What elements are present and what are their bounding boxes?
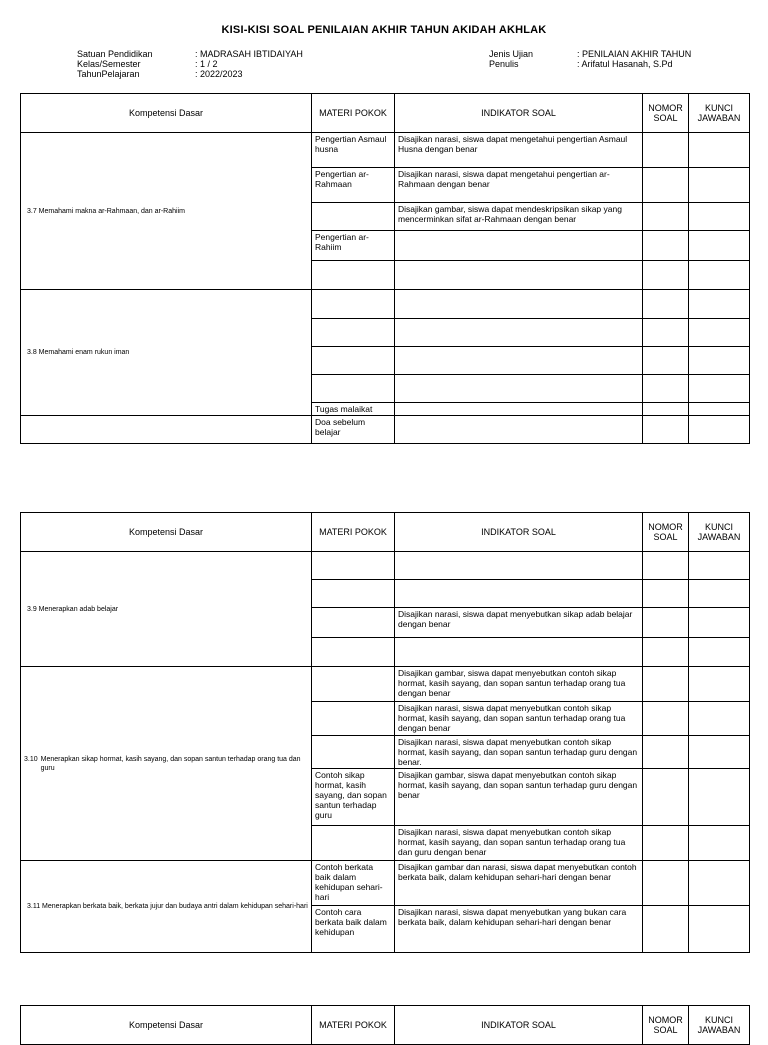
info-value: : 2022/2023 <box>195 69 243 79</box>
kunci-cell <box>689 552 750 580</box>
nomor-cell <box>643 261 689 290</box>
page-title: KISI-KISI SOAL PENILAIAN AKHIR TAHUN AKIDAH AKHLAK <box>221 24 547 36</box>
table-row <box>21 667 750 702</box>
info-key: Penulis <box>489 59 519 69</box>
indikator-cell: Disajikan gambar, siswa dapat menyebutkan contoh sikap hormat, kasih sayang, dan sopan santun terhadap orang tua dengan benar <box>395 667 643 702</box>
nomor-cell <box>643 133 689 168</box>
document-info-left <box>77 49 303 79</box>
materi-cell: Pengertian ar-Rahmaan <box>312 168 395 203</box>
materi-cell <box>312 826 395 861</box>
indikator-cell: Disajikan narasi, siswa dapat mengetahui pengertian Asmaul Husna dengan benar <box>395 133 643 168</box>
info-key: Kelas/Semester <box>77 59 141 69</box>
header-kunci-jawaban: KUNCI JAWABAN <box>689 94 750 133</box>
kompetensi-dasar-cell <box>21 667 312 861</box>
table-row <box>21 133 750 168</box>
info-key: Jenis Ujian <box>489 49 534 59</box>
materi-cell <box>312 552 395 580</box>
nomor-cell <box>643 638 689 667</box>
kunci-cell <box>689 290 750 319</box>
table-header-row <box>21 1006 750 1045</box>
materi-cell <box>312 608 395 638</box>
header-nomor-soal: NOMOR SOAL <box>643 513 689 552</box>
table-row <box>21 552 750 580</box>
info-value: : PENILAIAN AKHIR TAHUN <box>577 49 692 59</box>
indikator-cell: Disajikan narasi, siswa dapat menyebutkan yang bukan cara berkata baik, dalam kehidupan sehari-hari dengan benar <box>395 906 643 953</box>
kisi-table-2 <box>20 512 750 953</box>
header-materi-pokok: MATERI POKOK <box>312 1006 395 1045</box>
kisi-table-1 <box>20 93 750 444</box>
materi-cell: Pengertian ar-Rahiim <box>312 231 395 261</box>
nomor-cell <box>643 375 689 403</box>
info-row-satuan <box>77 49 303 59</box>
indikator-cell <box>395 580 643 608</box>
indikator-cell: Disajikan gambar dan narasi, siswa dapat menyebutkan contoh berkata baik, dalam kehidupan sehari-hari dengan benar <box>395 861 643 906</box>
kunci-cell <box>689 769 750 826</box>
header-kunci-jawaban: KUNCI JAWABAN <box>689 1006 750 1045</box>
indikator-cell: Disajikan gambar, siswa dapat mendeskripsikan sikap yang mencerminkan sifat ar-Rahmaan dengan benar <box>395 203 643 231</box>
indikator-cell: Disajikan narasi, siswa dapat menyebutkan sikap adab belajar dengan benar <box>395 608 643 638</box>
kunci-cell <box>689 319 750 347</box>
indikator-cell: Disajikan narasi, siswa dapat menyebutkan contoh sikap hormat, kasih sayang, dan sopan santun terhadap orang tua dengan benar <box>395 702 643 736</box>
materi-cell: Contoh cara berkata baik dalam kehidupan <box>312 906 395 953</box>
kompetensi-dasar-cell <box>21 416 312 444</box>
nomor-cell <box>643 203 689 231</box>
nomor-cell <box>643 769 689 826</box>
kunci-cell <box>689 667 750 702</box>
kunci-cell <box>689 702 750 736</box>
kunci-cell <box>689 261 750 290</box>
header-nomor-soal: NOMOR SOAL <box>643 94 689 133</box>
indikator-cell <box>395 231 643 261</box>
nomor-cell <box>643 861 689 906</box>
header-materi-pokok: MATERI POKOK <box>312 513 395 552</box>
kisi-table-3 <box>20 1005 750 1045</box>
nomor-cell <box>643 403 689 416</box>
nomor-cell <box>643 552 689 580</box>
info-row-kelas <box>77 59 303 69</box>
indikator-cell <box>395 290 643 319</box>
kompetensi-dasar-cell <box>21 552 312 667</box>
kunci-cell <box>689 861 750 906</box>
nomor-cell <box>643 168 689 203</box>
kunci-cell <box>689 375 750 403</box>
indikator-cell <box>395 403 643 416</box>
materi-cell <box>312 203 395 231</box>
materi-cell <box>312 375 395 403</box>
table-header-row <box>21 513 750 552</box>
indikator-cell <box>395 552 643 580</box>
kunci-cell <box>689 403 750 416</box>
kd-number: 3.10 <box>24 755 38 763</box>
nomor-cell <box>643 608 689 638</box>
kunci-cell <box>689 736 750 769</box>
kunci-cell <box>689 168 750 203</box>
kunci-cell <box>689 416 750 444</box>
indikator-cell <box>395 638 643 667</box>
indikator-cell: Disajikan gambar, siswa dapat menyebutkan contoh sikap hormat, kasih sayang, dan sopan santun terhadap guru dengan benar <box>395 769 643 826</box>
indikator-cell <box>395 375 643 403</box>
info-value: : Arifatul Hasanah, S.Pd <box>577 59 673 69</box>
materi-cell: Doa sebelum belajar <box>312 416 395 444</box>
materi-cell <box>312 319 395 347</box>
header-indikator-soal: INDIKATOR SOAL <box>395 1006 643 1045</box>
info-row-jenis-ujian <box>489 49 691 59</box>
kd-text: 3.11 Menerapkan berkata baik, berkata jujur dan budaya antri dalam kehidupan sehari-hari <box>27 903 308 910</box>
materi-cell <box>312 667 395 702</box>
indikator-cell: Disajikan narasi, siswa dapat menyebutkan contoh sikap hormat, kasih sayang, dan sopan santun terhadap guru dengan benar. <box>395 736 643 769</box>
info-value: : 1 / 2 <box>195 59 218 69</box>
materi-cell <box>312 736 395 769</box>
nomor-cell <box>643 906 689 953</box>
materi-cell <box>312 290 395 319</box>
table-row <box>21 861 750 906</box>
document-info-right <box>489 49 691 69</box>
nomor-cell <box>643 702 689 736</box>
kompetensi-dasar-cell <box>21 861 312 953</box>
kunci-cell <box>689 826 750 861</box>
header-nomor-soal: NOMOR SOAL <box>643 1006 689 1045</box>
kunci-cell <box>689 906 750 953</box>
header-kompetensi-dasar: Kompetensi Dasar <box>21 1006 312 1045</box>
kunci-cell <box>689 231 750 261</box>
info-row-penulis <box>489 59 691 69</box>
materi-cell <box>312 261 395 290</box>
table-header-row <box>21 94 750 133</box>
kompetensi-dasar-cell <box>21 290 312 416</box>
header-indikator-soal: INDIKATOR SOAL <box>395 513 643 552</box>
header-materi-pokok: MATERI POKOK <box>312 94 395 133</box>
kd-text: 3.9 Menerapkan adab belajar <box>27 605 119 613</box>
materi-cell: Contoh berkata baik dalam kehidupan sehari-hari <box>312 861 395 906</box>
nomor-cell <box>643 416 689 444</box>
nomor-cell <box>643 736 689 769</box>
header-kunci-jawaban: KUNCI JAWABAN <box>689 513 750 552</box>
info-key: Satuan Pendidikan <box>77 49 153 59</box>
nomor-cell <box>643 319 689 347</box>
indikator-cell <box>395 261 643 290</box>
indikator-cell: Disajikan narasi, siswa dapat menyebutkan contoh sikap hormat, kasih sayang, dan sopan santun terhadap orang tua dan guru dengan benar <box>395 826 643 861</box>
kd-text: Menerapkan sikap hormat, kasih sayang, dan sopan santun terhadap orang tua dan guru <box>40 755 301 772</box>
nomor-cell <box>643 347 689 375</box>
header-indikator-soal: INDIKATOR SOAL <box>395 94 643 133</box>
kd-text: 3.8 Memahami enam rukun iman <box>27 349 130 356</box>
nomor-cell <box>643 290 689 319</box>
materi-cell: Pengertian Asmaul husna <box>312 133 395 168</box>
materi-cell <box>312 702 395 736</box>
materi-cell <box>312 638 395 667</box>
header-kompetensi-dasar: Kompetensi Dasar <box>21 94 312 133</box>
materi-cell: Contoh sikap hormat, kasih sayang, dan sopan santun terhadap guru <box>312 769 395 826</box>
table-row <box>21 416 750 444</box>
kunci-cell <box>689 347 750 375</box>
indikator-cell <box>395 416 643 444</box>
materi-cell <box>312 347 395 375</box>
materi-cell: Tugas malaikat <box>312 403 395 416</box>
indikator-cell: Disajikan narasi, siswa dapat mengetahui pengertian ar-Rahmaan dengan benar <box>395 168 643 203</box>
kunci-cell <box>689 608 750 638</box>
nomor-cell <box>643 667 689 702</box>
indikator-cell <box>395 319 643 347</box>
kunci-cell <box>689 133 750 168</box>
kd-text: 3.7 Memahami makna ar-Rahmaan, dan ar-Rahiim <box>27 207 185 215</box>
indikator-cell <box>395 347 643 375</box>
materi-cell <box>312 580 395 608</box>
info-row-tahun <box>77 69 303 79</box>
nomor-cell <box>643 231 689 261</box>
info-key: TahunPelajaran <box>77 69 140 79</box>
table-row <box>21 290 750 319</box>
nomor-cell <box>643 580 689 608</box>
kunci-cell <box>689 580 750 608</box>
header-kompetensi-dasar: Kompetensi Dasar <box>21 513 312 552</box>
nomor-cell <box>643 826 689 861</box>
kompetensi-dasar-cell <box>21 133 312 290</box>
info-value: : MADRASAH IBTIDAIYAH <box>195 49 303 59</box>
kunci-cell <box>689 638 750 667</box>
kunci-cell <box>689 203 750 231</box>
